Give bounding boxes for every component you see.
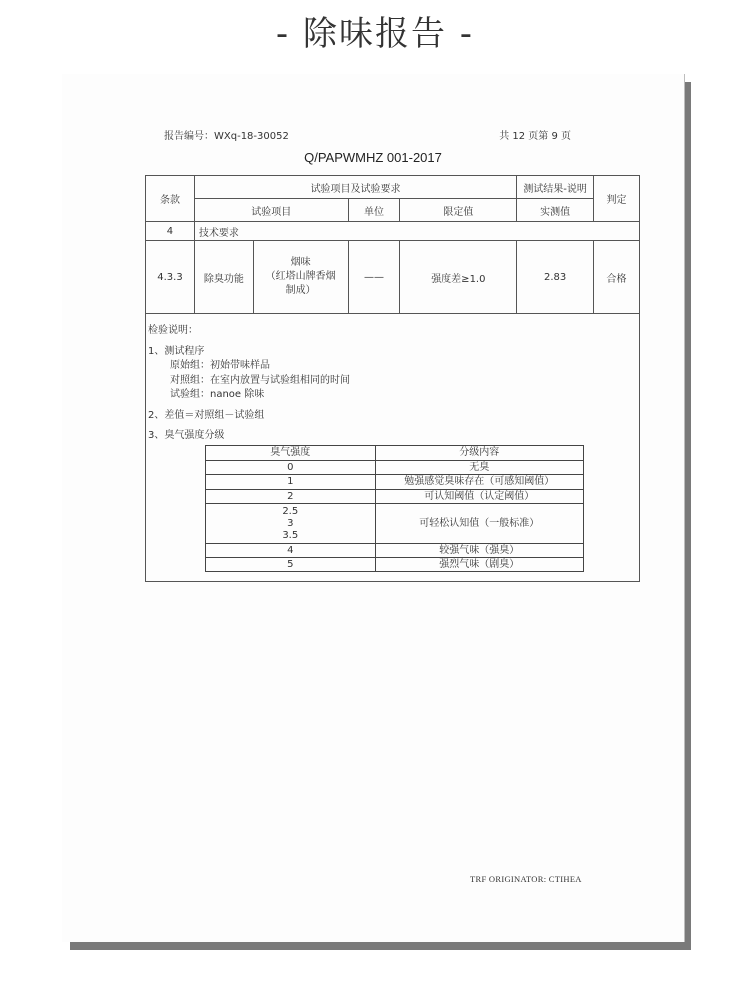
odor-header-level: 臭气强度 [206, 446, 376, 461]
note-1: 1、测试程序 [148, 345, 205, 357]
row-clause: 4.3.3 [146, 241, 195, 314]
odor-level: 2 [206, 490, 376, 504]
odor-desc: 较强气味（强臭） [375, 544, 583, 558]
odor-level-3-5: 3.5 [282, 529, 299, 541]
odor-level-3: 3 [287, 517, 294, 529]
row-test-item [253, 241, 348, 314]
note-1c: 试验组：nanoe 除味 [170, 389, 265, 400]
header-result-desc: 测试结果-说明 [517, 176, 594, 199]
row-judgement: 合格 [594, 241, 640, 314]
header-test-items-req: 试验项目及试验要求 [194, 176, 516, 199]
header-judgement: 判定 [594, 176, 640, 222]
odor-intensity-table [205, 445, 584, 572]
trf-originator: TRF ORIGINATOR: CTIHEA [470, 874, 582, 884]
notes-title: 检验说明： [148, 325, 198, 336]
section-number: 4 [146, 222, 195, 241]
section-label: 技术要求 [194, 222, 639, 241]
odor-desc: 强烈气味（剧臭） [375, 558, 583, 572]
note-2: 2、差值＝对照组－试验组 [148, 409, 265, 421]
header-test-item: 试验项目 [194, 199, 348, 222]
odor-desc: 可认知阈值（认定阈值） [375, 490, 583, 504]
row-test-item-line2: （红塔山牌香烟 [265, 271, 336, 282]
row-unit: —— [348, 241, 400, 314]
page-info: 共 12 页第 9 页 [499, 131, 571, 142]
row-test-item-line3: 制成） [285, 285, 316, 296]
row-limit: 强度差≥1.0 [400, 241, 517, 314]
header-measured: 实测值 [517, 199, 594, 222]
report-sheet [62, 74, 685, 942]
odor-level-group [206, 504, 376, 544]
header-clause: 条款 [146, 176, 195, 222]
row-test-item-line1: 烟味 [290, 257, 311, 268]
standard-code: Q/PAPWMHZ 001-2017 [304, 150, 442, 165]
note-1b: 对照组：在室内放置与试验组相同的时间 [170, 374, 350, 386]
odor-level: 0 [206, 461, 376, 475]
note-3: 3、臭气强度分级 [148, 430, 225, 441]
report-number: 报告编号：WXq-18-30052 [164, 131, 289, 142]
odor-level: 1 [206, 475, 376, 490]
page-title: - 除味报告 - [275, 14, 475, 54]
header-unit: 单位 [348, 199, 400, 222]
row-measured: 2.83 [517, 241, 594, 314]
odor-level-2-5: 2.5 [282, 505, 299, 517]
odor-header-desc: 分级内容 [375, 446, 583, 461]
note-1a: 原始组：初始带味样品 [170, 360, 270, 371]
row-function: 除臭功能 [194, 241, 253, 314]
odor-desc: 可轻松认知值（一般标准） [375, 504, 583, 544]
odor-desc: 勉强感觉臭味存在（可感知阈值） [375, 475, 583, 490]
inspection-notes [148, 324, 350, 444]
odor-desc: 无臭 [375, 461, 583, 475]
odor-level: 5 [206, 558, 376, 572]
odor-level: 4 [206, 544, 376, 558]
header-limit: 限定值 [400, 199, 517, 222]
